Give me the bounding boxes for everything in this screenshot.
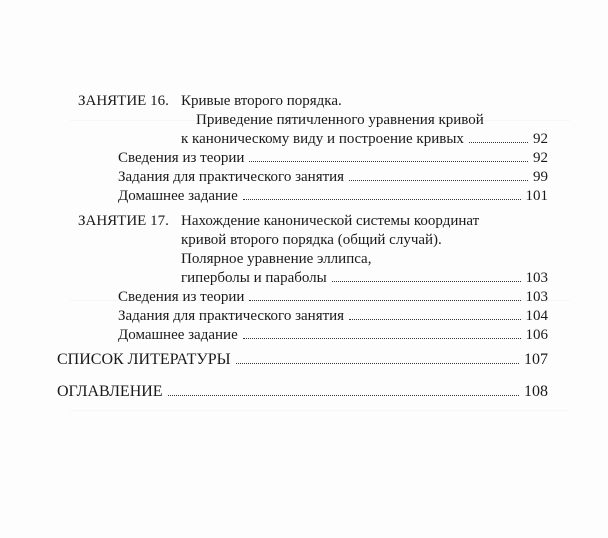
lesson17-title-line1: Нахождение канонической системы координат — [181, 213, 480, 229]
dot-leader — [249, 161, 528, 162]
dot-leader — [236, 363, 519, 364]
lesson16-title-line3: к каноническому виду и построение кривых — [181, 131, 464, 147]
page-number: 103 — [525, 289, 548, 305]
toc-entry-label: Домашнее задание — [118, 188, 238, 204]
dot-leader — [168, 395, 519, 396]
page-number: 92 — [533, 131, 548, 147]
toc-entry[interactable] — [181, 131, 548, 148]
page-number: 107 — [524, 351, 548, 368]
toc-entry-label: Задания для практического занятия — [118, 169, 345, 185]
page-number: 101 — [525, 188, 548, 204]
toc-entry[interactable] — [118, 289, 548, 306]
lesson17-title-line2: кривой второго порядка (общий случай). — [181, 232, 442, 248]
toc-entry[interactable] — [181, 270, 548, 287]
toc-entry[interactable] — [118, 308, 548, 325]
toc-entry[interactable] — [118, 188, 548, 205]
toc-entry-references[interactable] — [57, 351, 548, 368]
dot-leader — [249, 300, 520, 301]
toc-entry-contents[interactable] — [57, 383, 548, 400]
lesson16-title-line1: Кривые второго порядка. — [181, 93, 342, 109]
page-number: 106 — [525, 327, 548, 343]
toc-entry[interactable] — [118, 169, 548, 186]
dot-leader — [349, 180, 528, 181]
dot-leader — [243, 199, 521, 200]
toc-entry-label: Сведения из теории — [118, 150, 245, 166]
toc-entry-label: Сведения из теории — [118, 289, 245, 305]
page-number: 103 — [525, 270, 548, 286]
page-number: 108 — [524, 383, 548, 400]
dot-leader — [469, 142, 528, 143]
dot-leader — [332, 281, 521, 282]
toc-entry[interactable] — [118, 150, 548, 167]
bleed-through-line — [70, 410, 570, 411]
lesson16-title-line2: Приведение пятичленного уравнения кривой — [196, 112, 484, 128]
toc-entry-label: Задания для практического занятия — [118, 308, 345, 324]
dot-leader — [243, 338, 521, 339]
page-number: 92 — [533, 150, 548, 166]
toc-entry[interactable] — [118, 327, 548, 344]
references-label: СПИСОК ЛИТЕРАТУРЫ — [57, 351, 231, 368]
page-number: 104 — [525, 308, 548, 324]
lesson16-heading: ЗАНЯТИЕ 16. — [78, 93, 169, 109]
dot-leader — [349, 319, 520, 320]
toc-entry-label: Домашнее задание — [118, 327, 238, 343]
lesson17-title-line4: гиперболы и параболы — [181, 270, 327, 286]
lesson17-title-line3: Полярное уравнение эллипса, — [181, 251, 372, 267]
page-number: 99 — [533, 169, 548, 185]
lesson17-heading: ЗАНЯТИЕ 17. — [78, 213, 169, 229]
contents-label: ОГЛАВЛЕНИЕ — [57, 383, 163, 400]
